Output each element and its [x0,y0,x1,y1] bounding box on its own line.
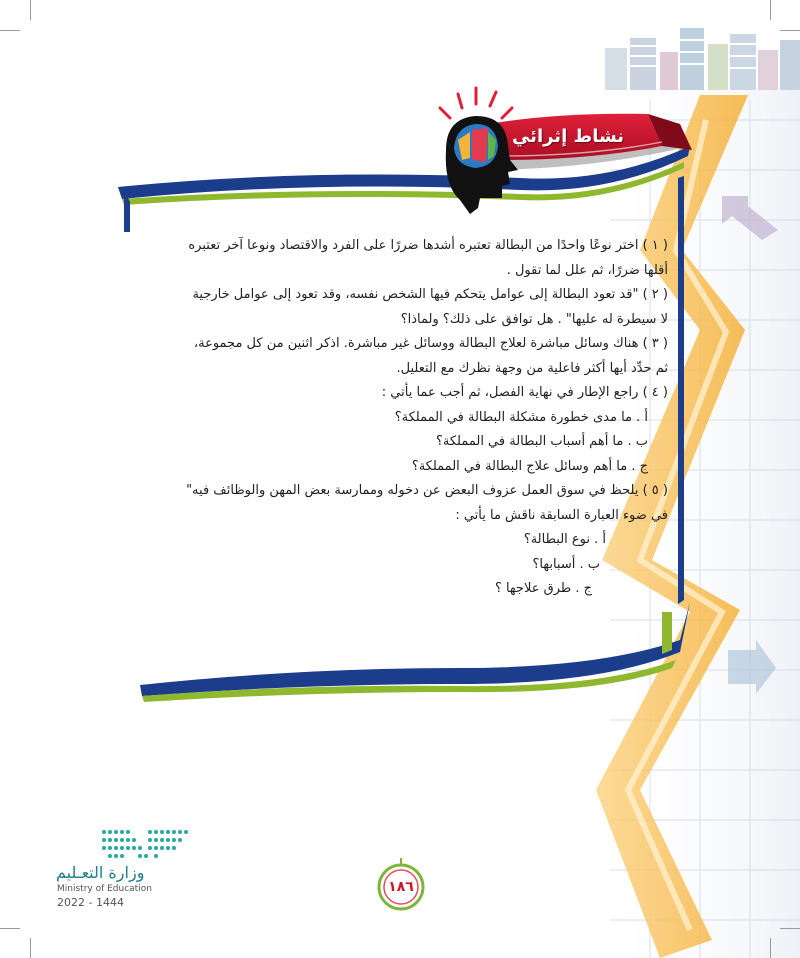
activity-4-sub-c: ج . ما أهم وسائل علاج البطالة في المملكة؟ [411,458,648,474]
activity-3-line-1: ( ٣ ) هناك وسائل مباشرة لعلاج البطالة ووسائل غير مباشرة. اذكر اثنين من كل مجموعة، [193,336,668,351]
crop-mark-top-right-h [780,30,800,31]
crop-mark-bottom-right-h [780,928,800,929]
activity-2-line-1: ( ٢ ) "قد تعود البطالة إلى عوامل يتحكم فيها الشخص نفسه، وقد تعود إلى عوامل خارجية [192,287,668,302]
activity-4-sub-b: ب . ما أهم أسباب البطالة في المملكة؟ [435,434,648,449]
ministry-year: 2022 - 1444 [57,896,124,909]
activity-4-line-1: ( ٤ ) راجع الإطار في نهاية الفصل، ثم أجب عما يأتي : [381,385,668,400]
activity-5-sub-c: ج . طرق علاجها ؟ [494,581,592,596]
activity-5-sub-a: أ . نوع البطالة؟ [523,532,606,547]
activity-3-line-2: ثم حدِّد أيها أكثر فاعلية من وجهة نظرك مع التعليل. [396,360,668,376]
activity-4 [148,381,668,479]
activity-1-line-1: ( ١ ) اختر نوعًا واحدًا من البطالة تعتبره أشدها ضررًا على الفرد والاقتصاد ونوعا آخر تعتبره [188,238,668,253]
activity-5-line-2: في ضوء العبارة السابقة ناقش ما يأتي : [455,507,668,523]
city-skyline [605,28,800,90]
page-number: ١٨٦ [388,879,414,895]
ministry-logo-dots [102,830,188,858]
crop-mark-bottom-left-h [0,928,20,929]
activity-2-line-2: لا سيطرة له عليها" . هل توافق على ذلك؟ ولماذا؟ [400,311,668,327]
crop-mark-top-left-h [0,30,20,31]
activity-5-line-1: ( ٥ ) يلحظ في سوق العمل عزوف البعض عن دخوله وممارسة بعض المهن والوظائف فيه" [186,483,668,498]
crop-mark-bottom-right [770,938,771,958]
activity-4-sub-a: أ . ما مدى خطورة مشكلة البطالة في المملكة؟ [394,409,648,425]
crop-mark-top-left [30,0,31,20]
activity-2 [148,283,668,332]
activity-1-line-2: أقلها ضررًا، ثم علل لما تقول . [506,262,668,278]
activity-1 [148,234,668,283]
ministry-name-english: Ministry of Education [57,884,152,894]
activity-3 [148,332,668,381]
banner-title: نشاط إثرائي [511,126,625,147]
activity-content [148,234,668,602]
frame-right-stroke [678,176,684,604]
bottom-frame-accent [662,612,672,654]
crop-mark-bottom-left [30,938,31,958]
crop-mark-top-right [770,0,771,20]
activity-5 [148,479,668,602]
activity-5-sub-b: ب . أسبابها؟ [532,556,600,572]
ministry-name-arabic: وزارة التعـليم [56,863,145,882]
